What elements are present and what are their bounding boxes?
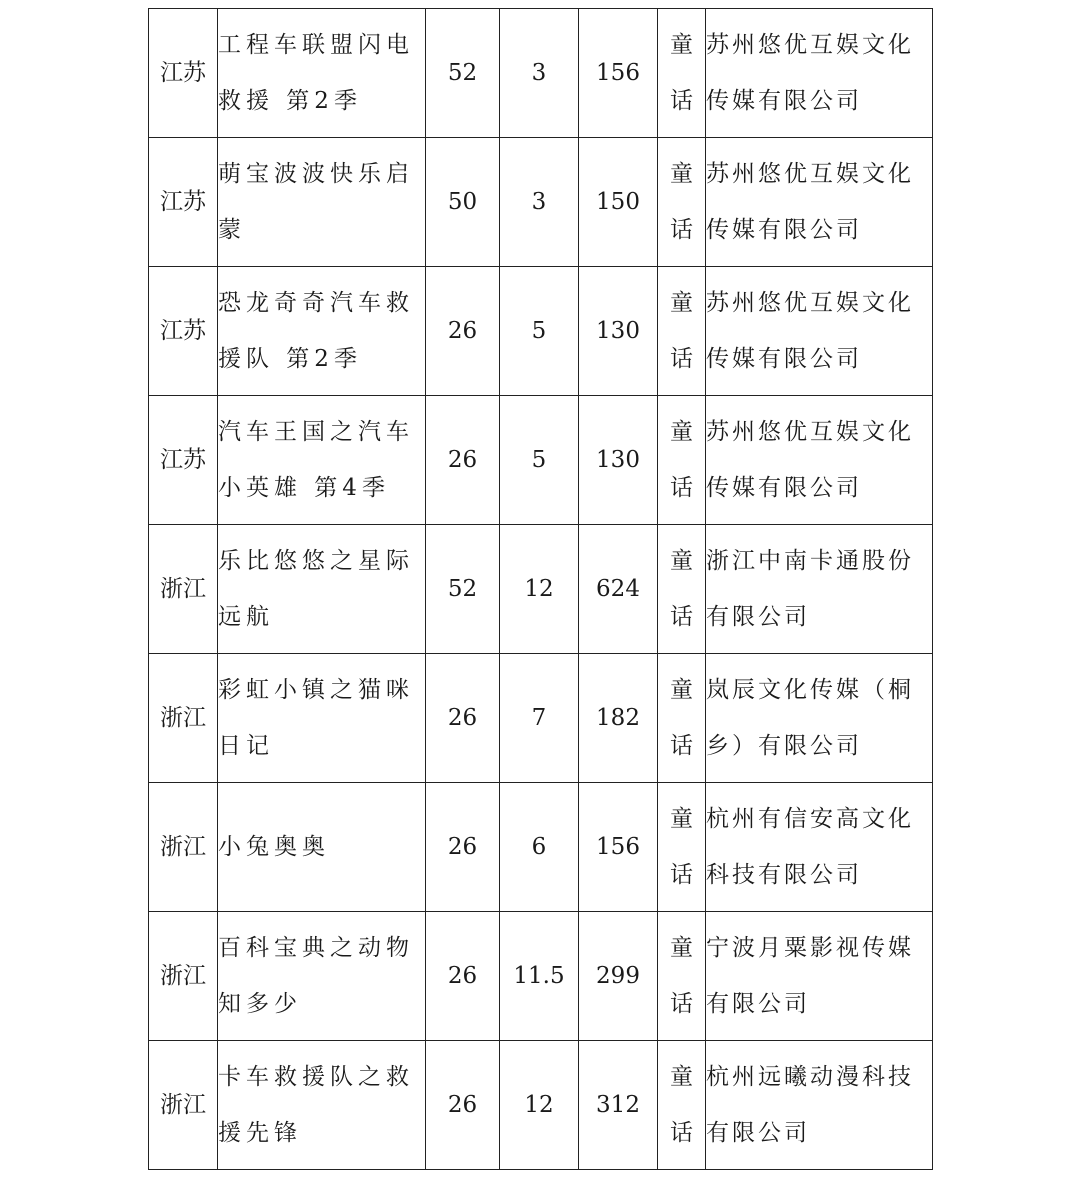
- table-row: [149, 138, 933, 267]
- minutes-cell: 5: [500, 396, 579, 525]
- minutes-cell: 12: [500, 525, 579, 654]
- genre-cell: [658, 912, 706, 1041]
- genre-cell: [658, 138, 706, 267]
- episodes-cell: 52: [426, 9, 500, 138]
- title-cell: 汽车王国之汽车小英雄 第4季: [218, 396, 426, 525]
- episodes-cell: 26: [426, 267, 500, 396]
- company-cell: 苏州悠优互娱文化传媒有限公司: [706, 9, 933, 138]
- company-cell: 杭州远曦动漫科技有限公司: [706, 1041, 933, 1170]
- province-cell: 浙江: [149, 912, 218, 1041]
- genre-text: 童话: [670, 1064, 693, 1146]
- province-cell: 江苏: [149, 267, 218, 396]
- table-row: [149, 654, 933, 783]
- title-cell: 小兔奥奥: [218, 783, 426, 912]
- total-minutes-cell: 299: [579, 912, 658, 1041]
- table-row: [149, 396, 933, 525]
- total-minutes-cell: 156: [579, 9, 658, 138]
- genre-text: 童话: [670, 32, 693, 114]
- genre-cell: [658, 525, 706, 654]
- table-row: [149, 783, 933, 912]
- title-cell: 工程车联盟闪电救援 第2季: [218, 9, 426, 138]
- table-row: [149, 1041, 933, 1170]
- genre-text: 童话: [670, 935, 693, 1017]
- episodes-cell: 26: [426, 1041, 500, 1170]
- title-cell: 恐龙奇奇汽车救援队 第2季: [218, 267, 426, 396]
- genre-cell: [658, 267, 706, 396]
- genre-text: 童话: [670, 290, 693, 372]
- genre-text: 童话: [670, 806, 693, 888]
- total-minutes-cell: 130: [579, 267, 658, 396]
- genre-cell: [658, 1041, 706, 1170]
- table-row: [149, 525, 933, 654]
- company-cell: 岚辰文化传媒（桐乡）有限公司: [706, 654, 933, 783]
- minutes-cell: 6: [500, 783, 579, 912]
- genre-text: 童话: [670, 548, 693, 630]
- province-cell: 浙江: [149, 654, 218, 783]
- genre-text: 童话: [670, 419, 693, 501]
- company-cell: 宁波月粟影视传媒有限公司: [706, 912, 933, 1041]
- total-minutes-cell: 182: [579, 654, 658, 783]
- title-cell: 百科宝典之动物知多少: [218, 912, 426, 1041]
- genre-text: 童话: [670, 161, 693, 243]
- minutes-cell: 11.5: [500, 912, 579, 1041]
- province-cell: 浙江: [149, 783, 218, 912]
- company-cell: 苏州悠优互娱文化传媒有限公司: [706, 138, 933, 267]
- company-cell: 苏州悠优互娱文化传媒有限公司: [706, 267, 933, 396]
- company-cell: 苏州悠优互娱文化传媒有限公司: [706, 396, 933, 525]
- province-cell: 江苏: [149, 9, 218, 138]
- episodes-cell: 26: [426, 912, 500, 1041]
- table-row: [149, 912, 933, 1041]
- animation-record-table: [148, 8, 933, 1170]
- episodes-cell: 26: [426, 783, 500, 912]
- title-cell: 彩虹小镇之猫咪日记: [218, 654, 426, 783]
- genre-cell: [658, 783, 706, 912]
- episodes-cell: 50: [426, 138, 500, 267]
- title-cell: 卡车救援队之救援先锋: [218, 1041, 426, 1170]
- minutes-cell: 3: [500, 9, 579, 138]
- province-cell: 浙江: [149, 1041, 218, 1170]
- province-cell: 浙江: [149, 525, 218, 654]
- genre-cell: [658, 9, 706, 138]
- total-minutes-cell: 130: [579, 396, 658, 525]
- total-minutes-cell: 156: [579, 783, 658, 912]
- episodes-cell: 52: [426, 525, 500, 654]
- table-row: [149, 9, 933, 138]
- genre-cell: [658, 396, 706, 525]
- minutes-cell: 5: [500, 267, 579, 396]
- title-cell: 乐比悠悠之星际远航: [218, 525, 426, 654]
- company-cell: 杭州有信安高文化科技有限公司: [706, 783, 933, 912]
- genre-text: 童话: [670, 677, 693, 759]
- total-minutes-cell: 150: [579, 138, 658, 267]
- province-cell: 江苏: [149, 396, 218, 525]
- episodes-cell: 26: [426, 654, 500, 783]
- minutes-cell: 3: [500, 138, 579, 267]
- total-minutes-cell: 312: [579, 1041, 658, 1170]
- province-cell: 江苏: [149, 138, 218, 267]
- genre-cell: [658, 654, 706, 783]
- minutes-cell: 7: [500, 654, 579, 783]
- table-row: [149, 267, 933, 396]
- episodes-cell: 26: [426, 396, 500, 525]
- total-minutes-cell: 624: [579, 525, 658, 654]
- minutes-cell: 12: [500, 1041, 579, 1170]
- company-cell: 浙江中南卡通股份有限公司: [706, 525, 933, 654]
- title-cell: 萌宝波波快乐启蒙: [218, 138, 426, 267]
